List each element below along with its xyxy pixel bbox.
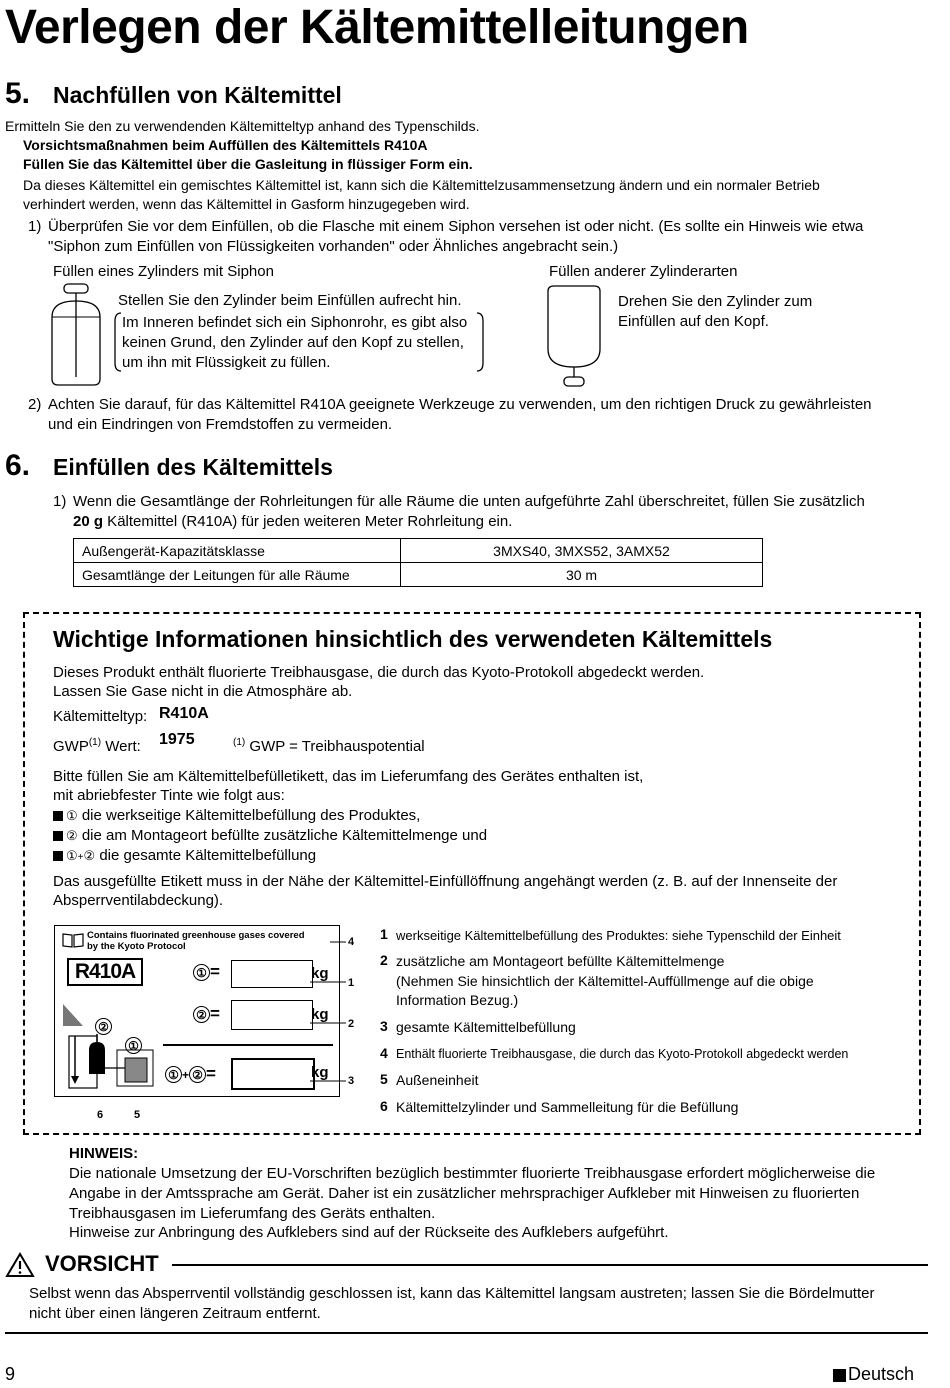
hinweis-line2: Angabe in der Amtssprache am Gerät. Daher ist ein zusätzlicher mehrsprachiger Aufkleber mit Hinweisen zu fluorierten xyxy=(69,1185,860,1202)
plus-sign: + xyxy=(182,1068,190,1082)
label-r410a-badge: R410A xyxy=(67,958,143,986)
legend-number: 4 xyxy=(380,1045,388,1061)
callout-3: 3 xyxy=(348,1075,355,1087)
fill-line1: Bitte füllen Sie am Kältemittelbefülletikett, das im Lieferumfang des Gerätes enthalten ist, xyxy=(53,768,644,785)
other-cylinder-line1: Drehen Sie den Zylinder zum xyxy=(618,293,813,310)
refrigerant-type-label: Kältemitteltyp: xyxy=(53,708,148,725)
legend-number: 2 xyxy=(380,952,388,968)
sec6-item1-line1: Wenn die Gesamtlänge der Rohrleitungen für alle Räume die unten aufgeführte Zahl überschreitet, füllen Sie zusätzlich xyxy=(73,493,865,510)
legend-text: Kältemittelzylinder und Sammelleitung für die Befüllung xyxy=(396,1099,739,1115)
info-line1: Dieses Produkt enthält fluorierte Treibhausgase, die durch das Kyoto-Protokoll abgedeckt werden. xyxy=(53,664,705,681)
equals-sign: = xyxy=(210,962,220,981)
table-row xyxy=(74,539,763,563)
square-bullet-icon xyxy=(53,831,63,841)
callout-6: 6 xyxy=(97,1109,104,1121)
legend-number: 5 xyxy=(380,1071,388,1087)
sec5-para-line1: Da dieses Kältemittel ein gemischtes Kältemittel ist, kann sich die Kältemittelzusammensetzung ändern und ein normaler Betrieb xyxy=(23,177,820,193)
attach-line2: Absperrventilabdeckung). xyxy=(53,892,224,909)
gwp-text: GWP xyxy=(53,738,89,755)
circled-2: ② xyxy=(193,1006,210,1023)
square-bullet-icon xyxy=(53,851,63,861)
sec5-bold2: Füllen Sie das Kältemittel über die Gasleitung in flüssiger Form ein. xyxy=(23,156,473,172)
hinweis-title: HINWEIS: xyxy=(69,1145,139,1162)
sec6-item1-number: 1) xyxy=(53,493,67,510)
legend-text: Enthält fluorierte Treibhausgase, die durch das Kyoto-Protokoll abgedeckt werden xyxy=(396,1047,849,1061)
callout-lines xyxy=(300,930,350,1090)
refrigerant-type-value: R410A xyxy=(159,705,209,722)
row3-marker xyxy=(165,1064,216,1084)
vorsicht-rule xyxy=(172,1264,928,1266)
sec6-amount: 20 g xyxy=(73,513,104,530)
other-cylinder-title: Füllen anderer Zylinderarten xyxy=(549,263,738,280)
kg-unit: kg xyxy=(311,1064,329,1081)
refrigerant-label-figure xyxy=(54,925,340,1097)
language-label xyxy=(833,1364,914,1385)
vorsicht-title: VORSICHT xyxy=(45,1251,159,1276)
hinweis-line3: Treibhausgasen im Lieferumfang des Geräts enthalten. xyxy=(69,1205,436,1222)
legend-text: zusätzliche am Montageort befüllte Kältemittelmenge xyxy=(396,953,725,969)
circled-2: ② xyxy=(95,1018,112,1035)
row2-marker xyxy=(193,1004,220,1024)
gwp-note-text: GWP = Treibhauspotential xyxy=(245,738,425,755)
info-title: Wichtige Informationen hinsichtlich des verwendeten Kältemittels xyxy=(53,626,773,652)
sec6-item1-line2 xyxy=(73,512,512,532)
equals-sign: = xyxy=(206,1064,216,1083)
table-cell: Außengerät-Kapazitätsklasse xyxy=(74,539,401,563)
gwp-value: 1975 xyxy=(159,731,195,748)
sec5-para-line2: verhindert werden, wenn das Kältemittel in Gasform hinzugegeben wird. xyxy=(23,196,470,212)
section-5-number: 5. xyxy=(5,77,31,110)
fill-line2: mit abriebfester Tinte wie folgt aus: xyxy=(53,787,285,804)
gwp-label xyxy=(53,733,141,757)
circled-2: ② xyxy=(66,828,78,843)
kg-unit: kg xyxy=(311,965,329,982)
bullet-3 xyxy=(53,846,316,868)
table-cell: 30 m xyxy=(401,563,763,587)
siphon-title: Füllen eines Zylinders mit Siphon xyxy=(53,263,274,280)
sec5-item2-line2: und ein Eindringen von Fremdstoffen zu vermeiden. xyxy=(48,416,393,433)
section-5-title: Nachfüllen von Kältemittel xyxy=(53,82,342,108)
sec6-item1-line2-text: Kältemittel (R410A) für jeden weiteren Meter Rohrleitung ein. xyxy=(103,513,513,530)
book-icon xyxy=(62,932,84,948)
vorsicht-line2: nicht über einen längeren Zeitraum entfernt. xyxy=(29,1305,321,1322)
attach-line1: Das ausgefüllte Etikett muss in der Nähe der Kältemittel-Einfüllöffnung angehängt werden (z. B. auf der Innenseite der xyxy=(53,873,838,890)
circled-2: ② xyxy=(189,1066,206,1083)
callout-4: 4 xyxy=(348,936,355,948)
capacity-table xyxy=(73,538,763,587)
section-6-number: 6. xyxy=(5,449,31,482)
unit-cylinder-illustration xyxy=(61,1002,161,1092)
legend-text: (Nehmen Sie hinsichtlich der Kältemittel-Auffüllmenge auf die obige xyxy=(396,973,814,989)
inverted-cylinder-icon xyxy=(545,283,603,389)
callout-5: 5 xyxy=(134,1109,141,1121)
siphon-note-line1: Im Inneren befindet sich ein Siphonrohr, es gibt also xyxy=(122,314,468,331)
bullet-1-text: die werkseitige Kältemittelbefüllung des Produktes, xyxy=(77,807,421,824)
circled-2: ② xyxy=(83,848,96,863)
table-row xyxy=(74,563,763,587)
legend-text: gesamte Kältemittelbefüllung xyxy=(396,1019,576,1035)
row1-marker xyxy=(193,962,220,982)
square-bullet-icon xyxy=(833,1369,846,1382)
callout-2: 2 xyxy=(348,1018,355,1030)
sec5-item1-line1: Überprüfen Sie vor dem Einfüllen, ob die Flasche mit einem Siphon versehen ist oder nicht. (Es sollte ein Hinweis wie etwa xyxy=(48,218,864,235)
circled-1: ① xyxy=(193,964,210,981)
sec5-item1-line2: "Siphon zum Einfüllen von Flüssigkeiten vorhanden" oder Ähnliches angebracht sein.) xyxy=(48,238,619,255)
language-text: Deutsch xyxy=(848,1364,915,1384)
circled-1: ① xyxy=(165,1066,182,1083)
gwp-note-sup: (1) xyxy=(233,737,246,748)
section-6-title: Einfüllen des Kältemittels xyxy=(53,454,333,480)
callout-1: 1 xyxy=(348,977,355,989)
hinweis-line1: Die nationale Umsetzung der EU-Vorschriften bezüglich bestimmter fluorierte Treibhausgase erfordert möglicherweise die xyxy=(69,1165,876,1182)
label-header-line1: Contains fluorinated greenhouse gases covered xyxy=(87,930,305,941)
sec5-intro: Ermitteln Sie den zu verwendenden Kältemitteltyp anhand des Typenschilds. xyxy=(5,118,480,134)
legend-text: Außeneinheit xyxy=(396,1072,479,1088)
gwp-sup: (1) xyxy=(88,737,102,748)
legend-number: 1 xyxy=(380,926,388,942)
fig-marker-1 xyxy=(125,1037,142,1055)
table-cell: 3MXS40, 3MXS52, 3AMX52 xyxy=(401,539,763,563)
siphon-note-line2: keinen Grund, den Zylinder auf den Kopf zu stellen, xyxy=(122,334,464,351)
equals-sign: = xyxy=(210,1004,220,1023)
bullet-2 xyxy=(53,826,487,846)
siphon-note-line3: um ihn mit Flüssigkeit zu füllen. xyxy=(122,354,331,371)
square-bullet-icon xyxy=(53,811,63,821)
circled-1: ① xyxy=(66,848,78,863)
gwp-note xyxy=(233,733,425,757)
bullet-3-text: die gesamte Kältemittelbefüllung xyxy=(95,847,317,864)
siphon-cylinder-icon xyxy=(48,283,104,387)
sec5-item1-number: 1) xyxy=(28,218,42,235)
bullet-2-text: die am Montageort befüllte zusätzliche Kältemittelmenge und xyxy=(77,827,488,844)
other-cylinder-line2: Einfüllen auf den Kopf. xyxy=(618,313,769,330)
sec5-item2-line1: Achten Sie darauf, für das Kältemittel R410A geeignete Werkzeuge zu verwenden, um den richtigen Druck zu gewährleisten xyxy=(48,396,872,413)
plus-sign: + xyxy=(77,852,84,863)
fig-marker-2 xyxy=(95,1018,112,1036)
circled-1: ① xyxy=(125,1037,142,1054)
kg-unit: kg xyxy=(311,1006,329,1023)
legend-text: Information Bezug.) xyxy=(396,992,519,1008)
vorsicht-line1: Selbst wenn das Absperrventil vollständig geschlossen ist, kann das Kältemittel langsam austreten; lassen Sie die Bördelmutter xyxy=(29,1285,875,1302)
footer-rule xyxy=(5,1332,928,1334)
legend-number: 3 xyxy=(380,1018,388,1034)
siphon-main-text: Stellen Sie den Zylinder beim Einfüllen aufrecht hin. xyxy=(118,292,462,309)
circled-1: ① xyxy=(66,808,78,823)
legend-text: werkseitige Kältemittelbefüllung des Produktes: siehe Typenschild der Einheit xyxy=(396,928,841,943)
gwp-wert: Wert: xyxy=(101,738,141,755)
page-title: Verlegen der Kältemittelleitungen xyxy=(5,1,749,54)
warning-triangle-icon xyxy=(5,1252,35,1278)
sec5-item2-number: 2) xyxy=(28,396,42,413)
hinweis-line4: Hinweise zur Anbringung des Aufklebers sind auf der Rückseite des Aufklebers aufgeführt. xyxy=(69,1224,669,1241)
legend-number: 6 xyxy=(380,1098,388,1114)
table-cell: Gesamtlänge der Leitungen für alle Räume xyxy=(74,563,401,587)
page-number: 9 xyxy=(5,1364,16,1384)
label-header-line2: by the Kyoto Protocol xyxy=(87,941,186,952)
sec5-bold1: Vorsichtsmaßnahmen beim Auffüllen des Kältemittels R410A xyxy=(23,137,428,153)
info-line2: Lassen Sie Gase nicht in die Atmosphäre ab. xyxy=(53,683,353,700)
bullet-1 xyxy=(53,806,420,826)
